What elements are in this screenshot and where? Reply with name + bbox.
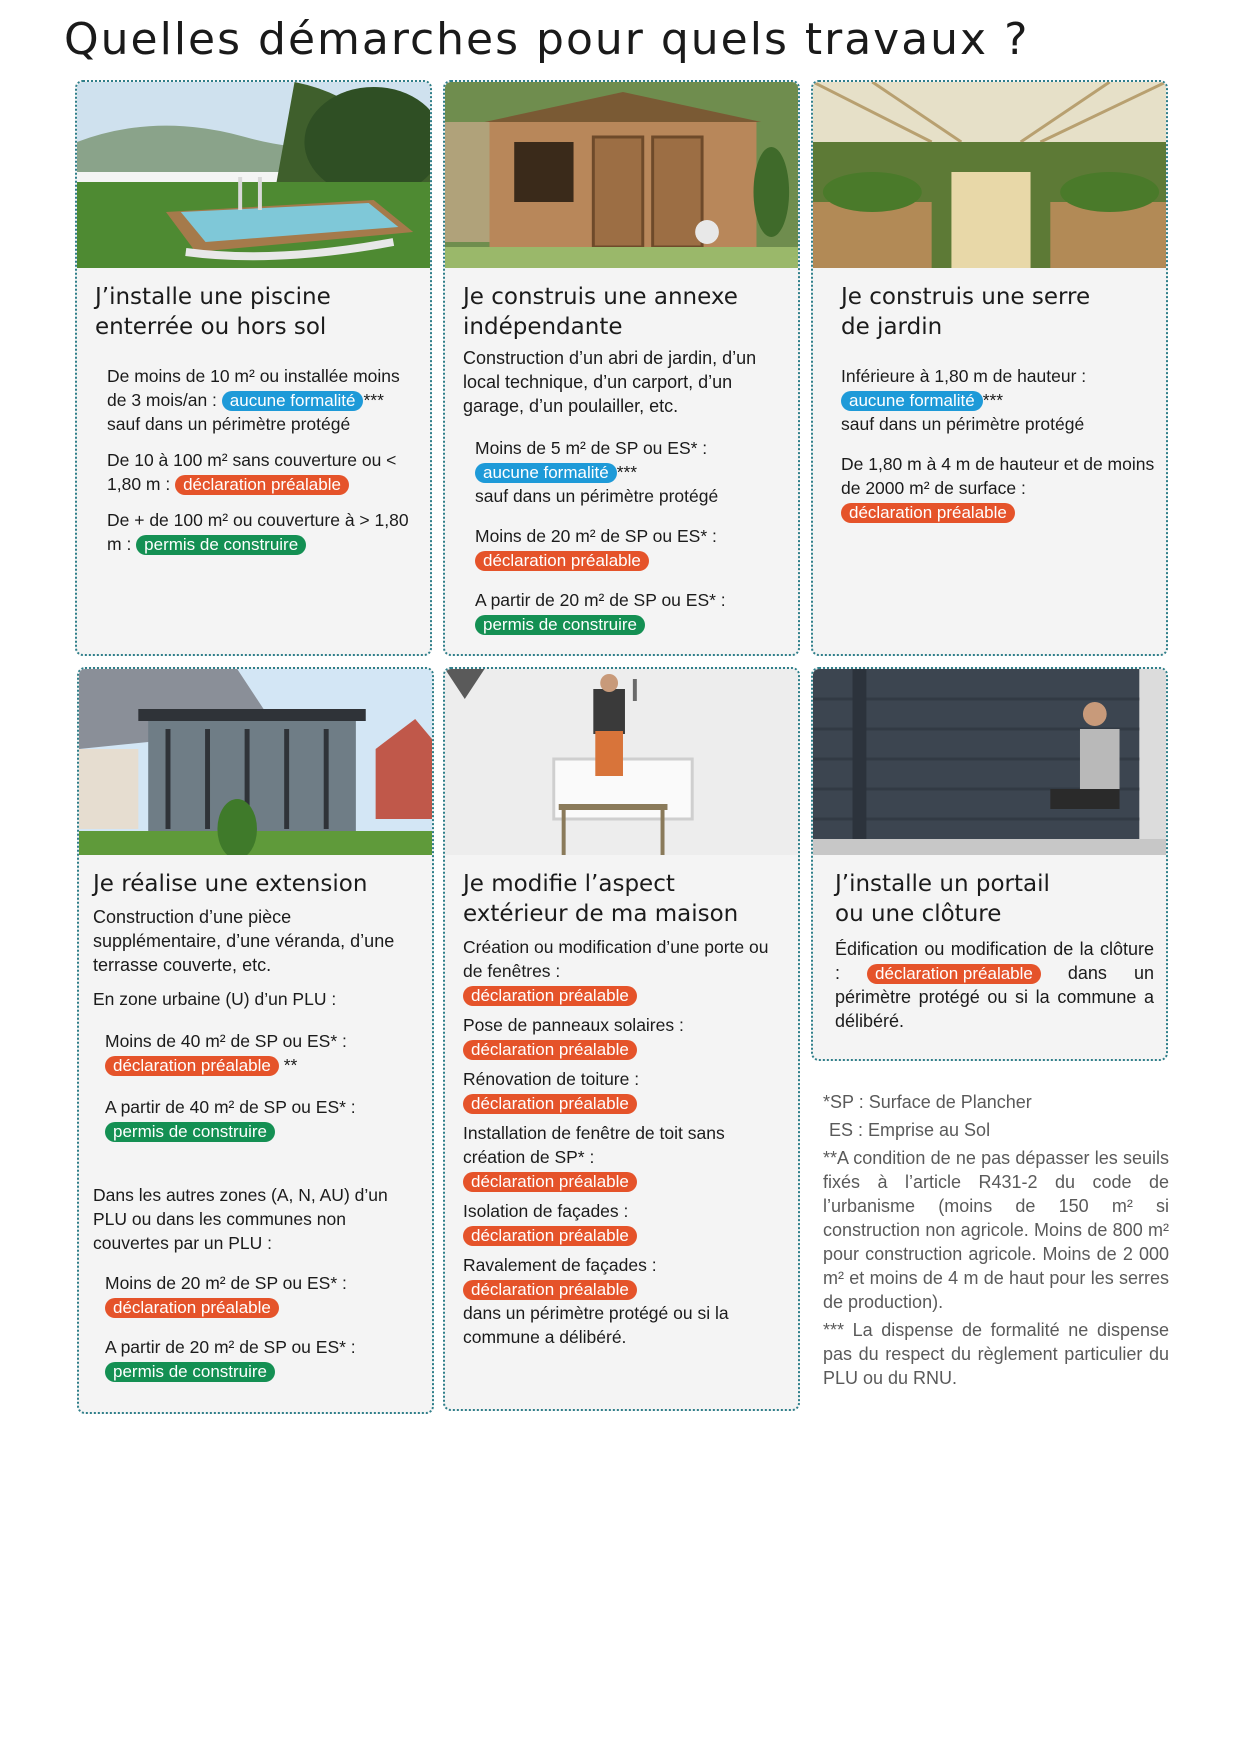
- rule-medium-annexe: Moins de 20 m² de SP ou ES* : déclaration préalable: [475, 526, 717, 570]
- badge-declaration-prealable: déclaration préalable: [463, 1226, 637, 1246]
- badge-declaration-prealable: déclaration préalable: [867, 964, 1041, 984]
- badge-declaration-prealable: déclaration préalable: [105, 1056, 279, 1076]
- photo-veranda: [79, 669, 432, 855]
- card-title: Je modifie l’aspect extérieur de ma maison: [463, 871, 739, 927]
- footnote-es: ES : Emprise au Sol: [829, 1120, 991, 1140]
- rule-large-annexe: A partir de 20 m² de SP ou ES* : permis de construire: [475, 590, 726, 634]
- rule-other-small: Moins de 20 m² de SP ou ES* : déclaration préalable: [105, 1273, 347, 1317]
- other-zones-heading: Dans les autres zones (A, N, AU) d’un PLU ou dans les communes non couvertes par un PLU :: [93, 1185, 388, 1253]
- badge-declaration-prealable: déclaration préalable: [463, 1280, 637, 1300]
- rule-fence: Édification ou modification de la clôture : déclaration préalable dans un périmètre protégé ou si la commune a délibéré.: [835, 939, 1154, 1031]
- rule-facade: Ravalement de façades : déclaration préalable dans un périmètre protégé ou si la commune a délibéré.: [463, 1255, 729, 1347]
- rule-large-pool: De + de 100 m² ou couverture à > 1,80 m : permis de construire: [107, 510, 409, 554]
- badge-aucune-formalite: aucune formalité: [222, 391, 364, 411]
- card-intro: Construction d’un abri de jardin, d’un local technique, d’un carport, d’un garage, d’un poulailler, etc.: [463, 348, 757, 416]
- card-title: Je construis une annexe indépendante: [463, 284, 738, 340]
- badge-declaration-prealable: déclaration préalable: [105, 1298, 279, 1318]
- badge-declaration-prealable: déclaration préalable: [475, 551, 649, 571]
- badge-aucune-formalite: aucune formalité: [841, 391, 983, 411]
- badge-permis-de-construire: permis de construire: [475, 615, 645, 635]
- rule-solar-panels: Pose de panneaux solaires : déclaration préalable: [463, 1015, 684, 1059]
- photo-pool: [77, 82, 430, 268]
- rule-roof-window: Installation de fenêtre de toit sans création de SP* : déclaration préalable: [463, 1123, 725, 1191]
- badge-permis-de-construire: permis de construire: [105, 1362, 275, 1382]
- rule-doors-windows: Création ou modification d’une porte ou de fenêtres : déclaration préalable: [463, 937, 769, 1005]
- card-title: Je réalise une extension: [93, 871, 368, 897]
- photo-greenhouse: [813, 82, 1166, 268]
- card-title: Je construis une serre de jardin: [841, 284, 1091, 340]
- photo-gate: [813, 669, 1166, 855]
- rule-other-large: A partir de 20 m² de SP ou ES* : permis de construire: [105, 1337, 356, 1381]
- rule-insulation: Isolation de façades : déclaration préalable: [463, 1199, 788, 1247]
- badge-aucune-formalite: aucune formalité: [475, 463, 617, 483]
- rule-zone-u-small: Moins de 40 m² de SP ou ES* : déclaration préalable **: [105, 1031, 347, 1075]
- badge-declaration-prealable: déclaration préalable: [463, 1094, 637, 1114]
- badge-permis-de-construire: permis de construire: [105, 1122, 275, 1142]
- footnote-triple-star: *** La dispense de formalité ne dispense pas du respect du règlement particulier du PLU ou du RNU.: [823, 1320, 1169, 1388]
- footnote-double-star: **A condition de ne pas dépasser les seuils fixés à l’article R431-2 du code de l’urbanisme (moins de 150 m² si construction non agricole. Moins de 800 m² pour construction agricole. Moins de 2 000 m² et moins de 4 m de haut pour les serres de production).: [823, 1148, 1169, 1312]
- rule-small-annexe: Moins de 5 m² de SP ou ES* : aucune formalité *** sauf dans un périmètre protégé: [475, 438, 719, 506]
- card-annexe: [443, 80, 800, 656]
- rule-high-greenhouse: De 1,80 m à 4 m de hauteur et de moins de 2000 m² de surface : déclaration préalable: [841, 454, 1155, 522]
- rule-small-pool: De moins de 10 m² ou installée moins de 3 mois/an : aucune formalité *** sauf dans un périmètre protégé: [107, 366, 400, 434]
- rule-roof: Rénovation de toiture : déclaration préalable: [463, 1069, 640, 1113]
- footnotes: [823, 1090, 1169, 1394]
- card-portail: [811, 667, 1168, 1061]
- badge-declaration-prealable: déclaration préalable: [463, 1040, 637, 1060]
- card-aspect: [443, 667, 800, 1411]
- rule-low-greenhouse: Inférieure à 1,80 m de hauteur : aucune formalité *** sauf dans un périmètre protégé: [841, 366, 1087, 434]
- badge-declaration-prealable: déclaration préalable: [463, 1172, 637, 1192]
- photo-painter: [445, 669, 798, 855]
- badge-declaration-prealable: déclaration préalable: [463, 986, 637, 1006]
- card-title: J’installe un portail ou une clôture: [835, 871, 1050, 927]
- card-serre: [811, 80, 1168, 656]
- rule-medium-pool: De 10 à 100 m² sans couverture ou < 1,80 m : déclaration préalable: [107, 450, 397, 494]
- card-intro: Construction d’une pièce supplémentaire, d’une véranda, d’une terrasse couverte, etc.: [93, 907, 395, 975]
- zone-u-heading: En zone urbaine (U) d’un PLU :: [93, 989, 337, 1009]
- card-title: J’installe une piscine enterrée ou hors sol: [95, 284, 331, 340]
- footnote-sp: *SP : Surface de Plancher: [823, 1092, 1032, 1112]
- card-piscine: [75, 80, 432, 656]
- badge-declaration-prealable: déclaration préalable: [175, 475, 349, 495]
- page-title: Quelles démarches pour quels travaux ?: [64, 14, 1030, 65]
- card-extension: [77, 667, 434, 1414]
- badge-declaration-prealable: déclaration préalable: [841, 503, 1015, 523]
- photo-shed: [445, 82, 798, 268]
- badge-permis-de-construire: permis de construire: [136, 535, 306, 555]
- rule-zone-u-large: A partir de 40 m² de SP ou ES* : permis de construire: [105, 1097, 356, 1141]
